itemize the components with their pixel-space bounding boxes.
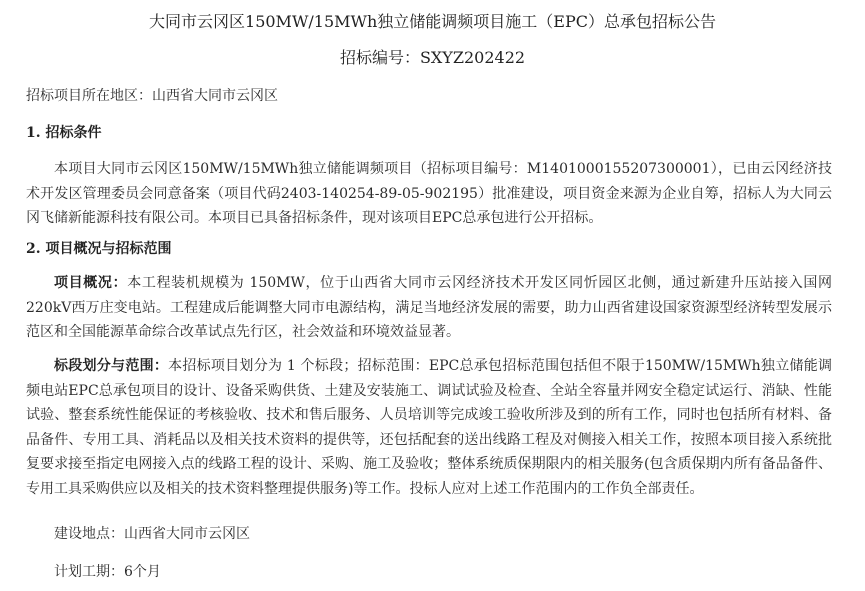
project-overview-paragraph: [26, 271, 832, 345]
period-value: 6个月: [124, 564, 161, 580]
overview-body: 本工程装机规模为 150MW，位于山西省大同市云冈经济技术开发区同忻园区北侧，通过新建升压站接入国网220kV西万庄变电站。工程建成后能调整大同市电源结构，满足当地经济发展的需要，助力山西省建设国家资源型经济转型发展示范区和全国能源革命综合改革试点先行区，社会效益和环境效益显著。: [26, 275, 832, 340]
period-label: 计划工期：: [54, 564, 124, 580]
project-region: [26, 85, 278, 107]
construction-site: [54, 523, 250, 545]
bidding-conditions-paragraph: 本项目大同市云冈区150MW/15MWh独立储能调频项目（招标项目编号：M1401000155207300001），已由云冈经济技术开发区管理委员会同意备案（项目代码2403-140254-89-05-902195）批准建设，项目资金来源为企业自筹，招标人为大同云冈飞储新能源科技有限公司。本项目已具备招标条件，现对该项目EPC总承包进行公开招标。: [26, 161, 832, 226]
section-heading-bidding-conditions: 1. 招标条件: [26, 125, 102, 141]
page-title: 大同市云冈区150MW/15MWh独立储能调频项目施工（EPC）总承包招标公告: [149, 12, 716, 31]
site-label: 建设地点：: [54, 526, 124, 542]
site-value: 山西省大同市云冈区: [124, 526, 250, 542]
planned-duration: [54, 561, 161, 583]
region-value: 山西省大同市云冈区: [152, 88, 278, 104]
section-heading-project-overview: 2. 项目概况与招标范围: [26, 241, 172, 257]
region-label: 招标项目所在地区：: [26, 88, 152, 104]
bid-number: 招标编号：SXYZ202422: [339, 48, 526, 67]
scope-paragraph: [26, 354, 832, 501]
scope-body: 本招标项目划分为 1 个标段；招标范围：EPC总承包招标范围包括但不限于150MW/15MWh独立储能调频电站EPC总承包项目的设计、设备采购供货、土建及安装施工、调试试验及检查、全站全容量并网安全稳定试运行、消缺、性能试验、整套系统性能保证的考核验收、技术和售后服务、人员培训等完成竣工验收所涉及到的所有工作，同时也包括所有材料、备品备件、专用工具、消耗品以及相关技术资料的提供等，还包括配套的送出线路工程及对侧接入相关工作，按照本项目接入系统批复要求接至指定电网接入点的线路工程的设计、采购、施工及验收；整体系统质保期限内的相关服务(包含质保期内所有备品备件、专用工具采购供应以及相关的技术资料整理提供服务)等工作。投标人应对上述工作范围内的工作负全部责任。: [26, 358, 832, 497]
overview-label: 项目概况：: [54, 275, 128, 291]
scope-label: 标段划分与范围：: [54, 358, 169, 374]
